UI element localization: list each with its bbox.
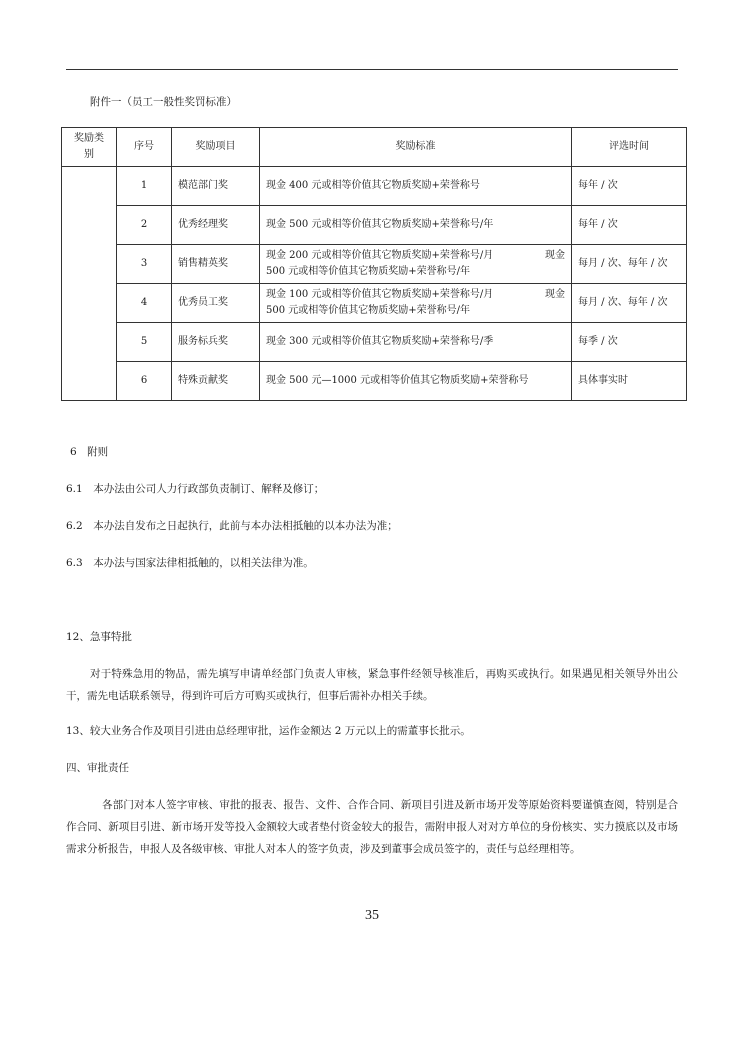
header-category: 奖励类别 xyxy=(62,128,117,167)
table-row xyxy=(62,206,687,245)
section13-text: 13、较大业务合作及项目引进由总经理审批，运作金额达 2 万元以上的需董事长批示。 xyxy=(66,725,471,737)
section6-heading: 6 附则 xyxy=(70,446,109,458)
row-item: 优秀经理奖 xyxy=(172,206,260,245)
category-cell xyxy=(62,167,117,401)
section6-item-1: 6.1 本办法由公司人力行政部负责制订、解释及修订； xyxy=(66,483,325,495)
section4-heading: 四、审批责任 xyxy=(66,762,129,774)
attachment-caption: 附件一（员工一般性奖罚标准） xyxy=(90,96,237,108)
row-number: 3 xyxy=(117,245,172,284)
section6-item-3: 6.3 本办法与国家法律相抵触的，以相关法律为准。 xyxy=(66,557,314,569)
table-row xyxy=(62,167,687,206)
row-number: 4 xyxy=(117,284,172,323)
row-period: 每季 / 次 xyxy=(572,323,687,362)
table-header-row xyxy=(62,128,687,167)
row-standard-line1-end: 现金 xyxy=(545,250,565,261)
awards-table xyxy=(61,127,687,401)
table-row xyxy=(62,362,687,401)
row-standard: 现金 400 元或相等价值其它物质奖励+荣誉称号 xyxy=(260,167,572,206)
row-item: 优秀员工奖 xyxy=(172,284,260,323)
page-number: 35 xyxy=(365,908,379,923)
header-number: 序号 xyxy=(117,128,172,167)
row-number: 1 xyxy=(117,167,172,206)
row-standard: 现金 300 元或相等价值其它物质奖励+荣誉称号/季 xyxy=(260,323,572,362)
row-standard-line2: 500 元或相等价值其它物质奖励+荣誉称号/年 xyxy=(266,305,471,316)
row-period: 每月 / 次、每年 / 次 xyxy=(572,245,687,284)
row-number: 6 xyxy=(117,362,172,401)
row-standard-line1: 现金 200 元或相等价值其它物质奖励+荣誉称号/月 xyxy=(266,250,494,261)
header-period: 评选时间 xyxy=(572,128,687,167)
row-number: 5 xyxy=(117,323,172,362)
row-standard-line1-end: 现金 xyxy=(545,289,565,300)
header-item: 奖励项目 xyxy=(172,128,260,167)
row-standard xyxy=(260,245,572,284)
row-item: 销售精英奖 xyxy=(172,245,260,284)
row-period: 每月 / 次、每年 / 次 xyxy=(572,284,687,323)
section4-body: 各部门对本人签字审核、审批的报表、报告、文件、合作合同、新项目引进及新市场开发等原始资料要谨慎查阅，特别是合作合同、新项目引进、新市场开发等投入金额较大或者垫付资金较大的报告，需附申报人对对方单位的身份核实、实力摸底以及市场需求分析报告，申报人及各级审核、审批人对本人的签字负责，涉及到董事会成员签字的，责任与总经理相等。 xyxy=(66,799,678,855)
row-standard-line1: 现金 100 元或相等价值其它物质奖励+荣誉称号/月 xyxy=(266,289,494,300)
header-rule xyxy=(66,69,678,70)
table-row xyxy=(62,245,687,284)
row-period: 每年 / 次 xyxy=(572,167,687,206)
section6-item-2: 6.2 本办法自发布之日起执行，此前与本办法相抵触的以本办法为准； xyxy=(66,520,398,532)
row-standard: 现金 500 元—1000 元或相等价值其它物质奖励+荣誉称号 xyxy=(260,362,572,401)
row-item: 特殊贡献奖 xyxy=(172,362,260,401)
row-period: 每年 / 次 xyxy=(572,206,687,245)
header-standard: 奖励标准 xyxy=(260,128,572,167)
row-period: 具体事实时 xyxy=(572,362,687,401)
row-number: 2 xyxy=(117,206,172,245)
row-item: 模范部门奖 xyxy=(172,167,260,206)
row-item: 服务标兵奖 xyxy=(172,323,260,362)
row-standard-line2: 500 元或相等价值其它物质奖励+荣誉称号/年 xyxy=(266,266,471,277)
section12-heading: 12、急事特批 xyxy=(66,631,132,643)
section12-body: 对于特殊急用的物品，需先填写申请单经部门负责人审核，紧急事件经领导核准后，再购买或执行。如果遇见相关领导外出公干，需先电话联系领导，得到许可后方可购买或执行，但事后需补办相关手续。 xyxy=(66,668,678,702)
table-row xyxy=(62,323,687,362)
row-standard xyxy=(260,284,572,323)
table-row xyxy=(62,284,687,323)
row-standard: 现金 500 元或相等价值其它物质奖励+荣誉称号/年 xyxy=(260,206,572,245)
